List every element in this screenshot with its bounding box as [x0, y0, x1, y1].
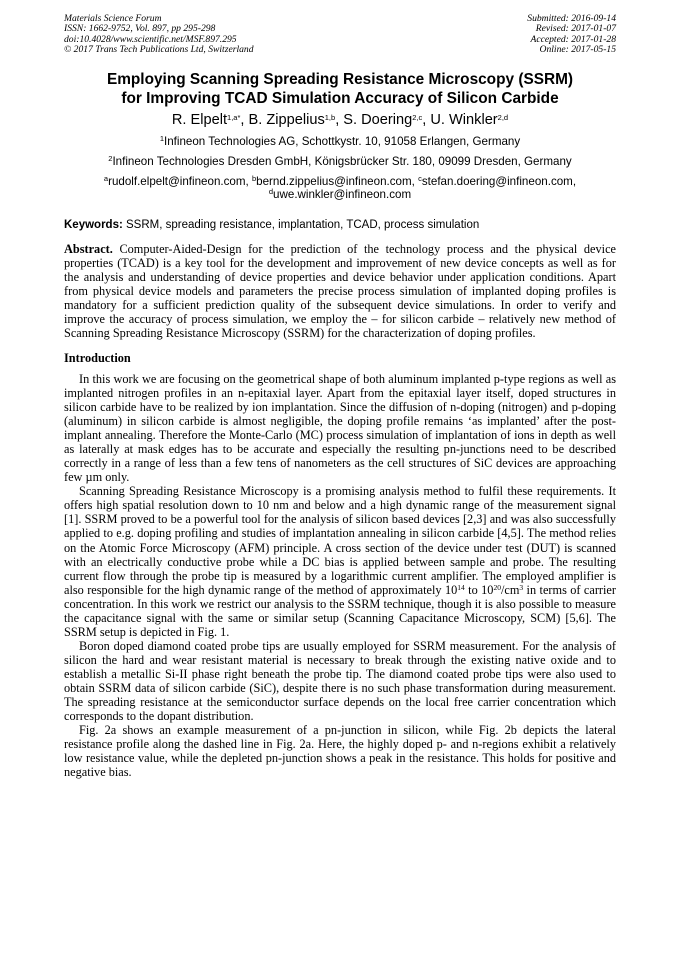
author-name: B. Zippelius [248, 111, 325, 128]
author-list: R. Elpelt$^{1,a*}$, B. Zippelius$^{1,b}$, S. Doering$^{2,c}$, U. Winkler$^{2,d}$ [171, 111, 509, 128]
copyright-line: © 2017 Trans Tech Publications Ltd, Switzerland [64, 44, 254, 56]
keywords-label: Keywords: [64, 218, 123, 231]
doi-line: doi:10.4028/www.scientific.net/MSF.897.295 [64, 33, 237, 45]
intro-paragraph-1: In this work we are focusing on the geometrical shape of both aluminum implanted p-type regions as well as implanted nitrogen profiles in an n-epitaxial layer. Apart from the epitaxial layer itself, doped structures in silicon carbide have to be realized by ion implantation. Since the diffusion of n-doping (nitrogen) and p-doping (aluminum) in silicon carbide is almost negligible, the doping profile remains ‘as implanted’ after the post-implant annealing. Therefore the Monte-Carlo (MC) process simulation of implantation of ions in depth as well as laterally at mask edges has to be accurate and especially the resulting pn-junctions need to be described correctly in a range of less than a few tens of nanometers as the cell structures of SiC devices are approaching few µm only. [64, 371, 616, 485]
author-superscript: 2,c [412, 112, 423, 122]
intro-paragraph-3: Boron doped diamond coated probe tips are usually employed for SSRM measurement. For the analysis of silicon the hard and wear resistant material is necessary to break through the existing native oxide and to establish a metallic Si-II phase right beneath the probe tip. The diamond coated probe tips were also used to obtain SSRM data of silicon carbide (SiC), despite there is no such phase transformation during measurement. The spreading resistance at the semiconductor surface depends on the local free carrier concentration which corresponds to the dopant distribution. [64, 638, 616, 724]
email-b[interactable]: bernd.zippelius@infineon.com, [256, 174, 415, 188]
journal-info [64, 14, 254, 56]
author-superscript: 1,b [324, 112, 336, 122]
publication-dates [527, 14, 616, 56]
online-date: Online: 2017-05-15 [539, 44, 616, 56]
author-superscript: 1,a* [227, 112, 241, 122]
revised-date: Revised: 2017-01-07 [535, 23, 616, 35]
email-c[interactable]: stefan.doering@infineon.com, [421, 174, 577, 188]
author-name: U. Winkler [430, 111, 498, 128]
paper-page [64, 14, 616, 779]
journal-header [64, 14, 616, 56]
section-heading-introduction: Introduction [64, 350, 131, 365]
accepted-date: Accepted: 2017-01-28 [530, 33, 616, 45]
paper-title [64, 70, 616, 108]
affiliation-1: $^1$Infineon Technologies AG, Schottkystr. 10, 91058 Erlangen, Germany [159, 133, 521, 148]
submitted-date: Submitted: 2016-09-14 [527, 13, 616, 24]
abstract-label: Abstract. [64, 241, 113, 256]
intro-paragraph-4: Fig. 2a shows an example measurement of a pn-junction in silicon, while Fig. 2b depicts the lateral resistance profile along the dashed line in Fig. 2a. Here, the highly doped p- and n-regions exhibit a relatively low resistance value, while the depleted pn-junction shows a peak in the resistance. This holds for positive and negative bias. [64, 723, 616, 780]
email-a[interactable]: rudolf.elpelt@infineon.com, [108, 174, 249, 188]
issn-line: ISSN: 1662-9752, Vol. 897, pp 295-298 [64, 23, 216, 35]
author-name: R. Elpelt [171, 111, 228, 128]
intro-paragraph-2: Scanning Spreading Resistance Microscopy is a promising analysis method to fulfil these requirements. It offers high spatial resolution down to 10 nm and below and a high dynamic range of the measurement signal [1]. SSRM proved to be a powerful tool for the analysis of silicon based devices [2,3] and was also successfully applied to e.g. doping profiling and studies of implantation annealing in silicon carbide [4,5]. The method relies on the Atomic Force Microscopy (AFM) principle. A cross section of the device under test (DUT) is scanned with an electrically conductive probe while a DC bias is applied between sample and probe. The resulting current flow through the probe tip is measured by a logarithmic current amplifier. The employed amplifier is also responsible for the high dynamic range of the method of approximately $10^{14}$ to $10^{20}/cm^3$ in terms of carrier concentration. In this work we restrict our analysis to the SSRM technique, though it is also possible to measure the capacitance signal with the same or similar setup (Scanning Capacitance Microscopy, SCM) [5,6]. The SSRM setup is depicted in Fig. 1. [64, 484, 616, 639]
abstract [64, 242, 616, 340]
title-line-2: for Improving TCAD Simulation Accuracy of Silicon Carbide [121, 89, 559, 107]
keywords-text: SSRM, spreading resistance, implantation, TCAD, process simulation [126, 218, 480, 231]
abstract-text: Computer-Aided-Design for the prediction of the technology process and the physical device properties (TCAD) is a key tool for the development and improvement of new device concepts as well as for the analysis and understanding of device properties and device behavior under application conditions. Apart from physical device models and parameters the precise process simulation of implanted doping profiles is mandatory for a sufficient prediction quality of the subsequent device simulations. In order to verify and improve the accuracy of process simulation, we employ the – for silicon carbide – relatively new method of Scanning Spreading Resistance Microscopy (SSRM) for the characterization of doping profiles. [64, 241, 616, 340]
author-superscript: 2,d [497, 112, 509, 122]
title-line-1: Employing Scanning Spreading Resistance Microscopy (SSRM) [106, 70, 574, 88]
journal-name: Materials Science Forum [64, 13, 162, 24]
affiliation-2: $^2$Infineon Technologies Dresden GmbH, Königsbrücker Str. 180, 09099 Dresden, Germany [108, 153, 572, 168]
keywords [64, 218, 616, 232]
email-d[interactable]: uwe.winkler@infineon.com [273, 187, 412, 201]
author-name: S. Doering [343, 111, 413, 128]
author-emails: $^a$rudolf.elpelt@infineon.com, $^b$bernd.zippelius@infineon.com, $^c$stefan.doering@infineon.com, $^d$uwe.winkler@infineon.com [103, 173, 577, 201]
